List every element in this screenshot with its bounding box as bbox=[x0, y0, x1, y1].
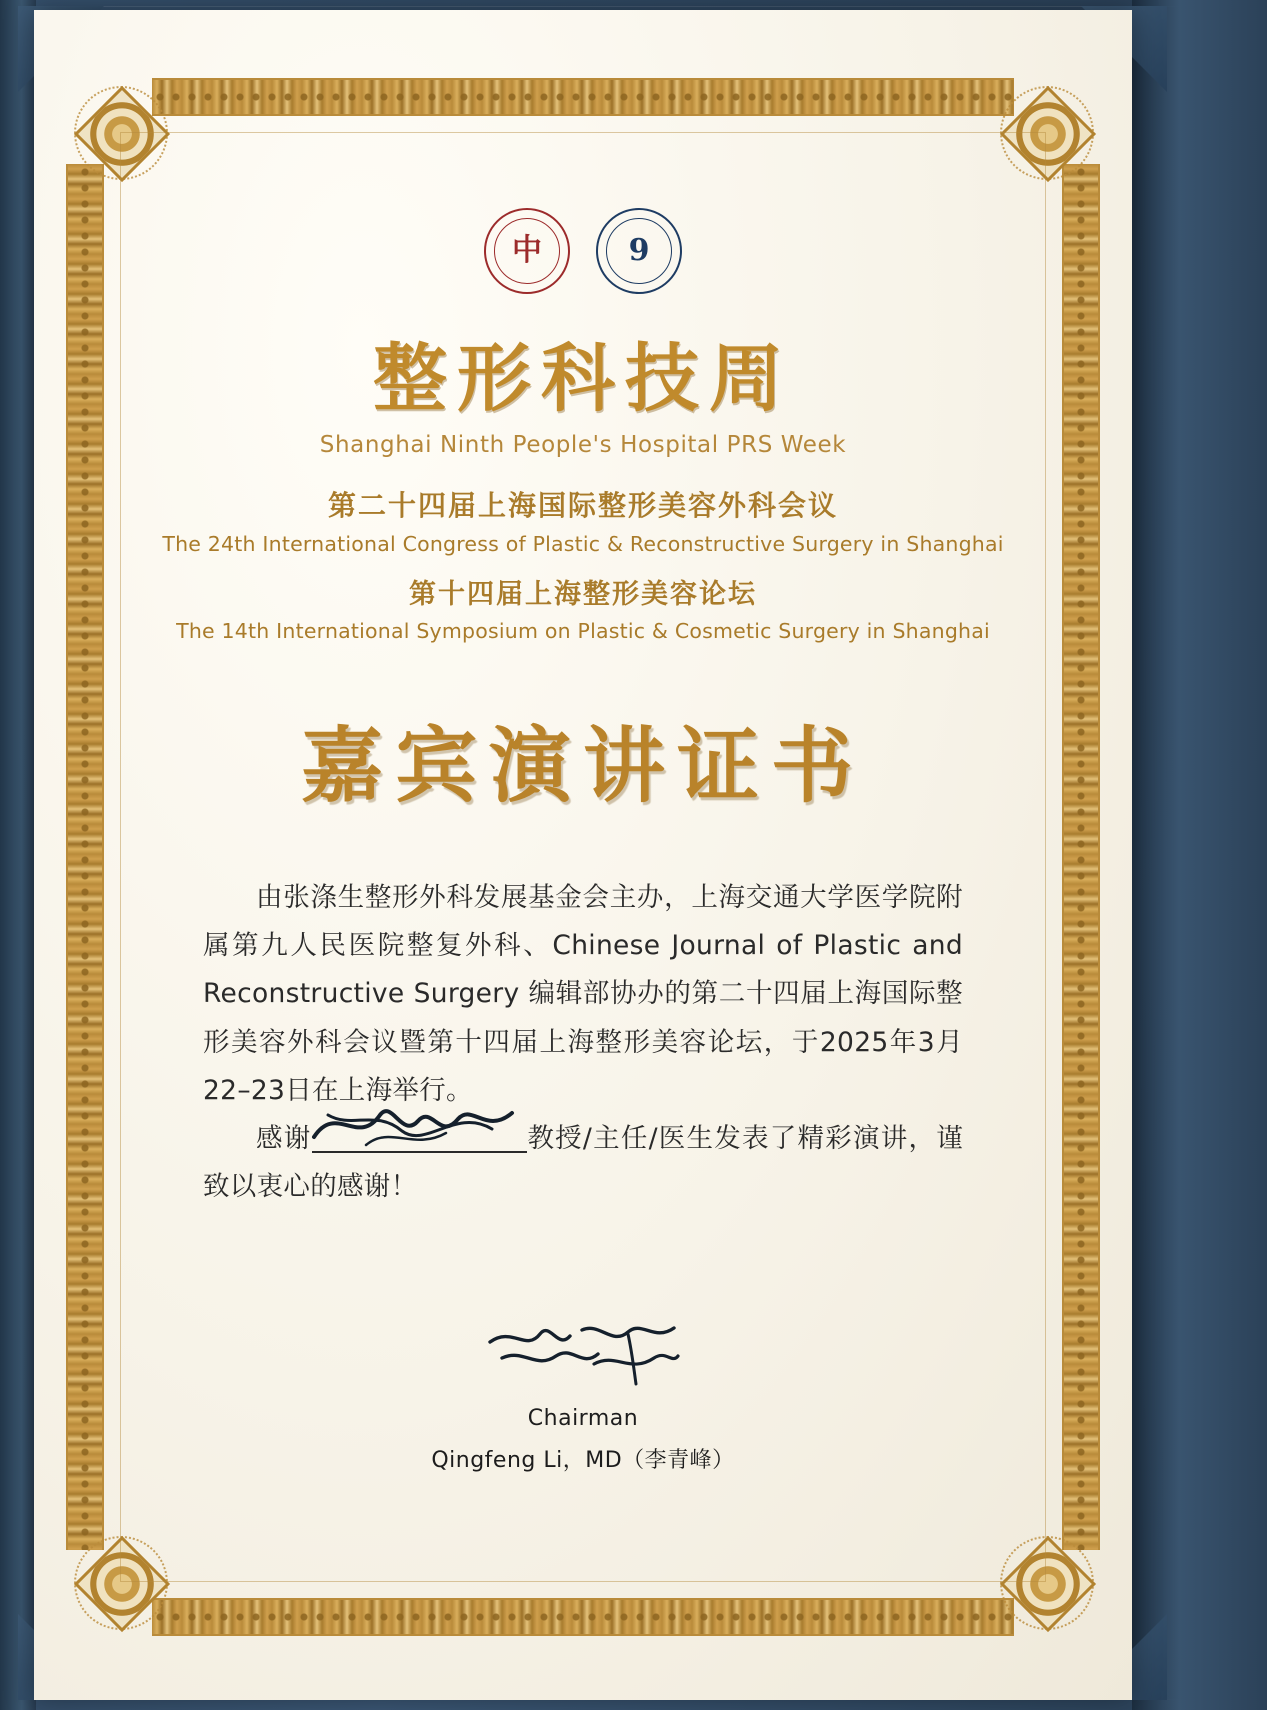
body-paragraph: 由张涤生整形外科发展基金会主办，上海交通大学医学院附属第九人民医院整复外科、Chinese Journal of Plastic and Reconstructive Surgery 编辑部协办的第二十四届上海国际整形美容外科会议暨第十四届上海整形美容论坛，于2025年3月22–23日在上海举行。 bbox=[203, 882, 963, 1106]
frame-right-edge bbox=[1132, 0, 1267, 1710]
brand-title-cn: 整形科技周 bbox=[373, 336, 793, 422]
certificate-content bbox=[130, 160, 1036, 1474]
shanghai-ninth-peoples-hospital-prs-seal-icon bbox=[596, 208, 682, 294]
border-band-bottom bbox=[152, 1598, 1014, 1636]
chairman-role: Chairman bbox=[527, 1405, 639, 1431]
thanks-prefix: 感谢 bbox=[256, 1123, 312, 1155]
chairman-signature bbox=[130, 1308, 1036, 1396]
thanks-paragraph bbox=[203, 1115, 963, 1211]
symposium-title-en: The 14th International Symposium on Plastic & Cosmetic Surgery in Shanghai bbox=[176, 619, 990, 643]
medallion-ring-icon bbox=[74, 1536, 168, 1630]
corner-medallion-bottom-right bbox=[986, 1522, 1106, 1642]
chairman-signature-block bbox=[130, 1308, 1036, 1474]
border-band-top bbox=[152, 78, 1014, 116]
border-band-left bbox=[66, 164, 104, 1550]
congress-title-en: The 24th International Congress of Plastic & Reconstructive Surgery in Shanghai bbox=[162, 532, 1004, 556]
frame-left-edge bbox=[0, 0, 36, 1710]
certificate-body bbox=[203, 874, 963, 1212]
shanghai-jiao-tong-university-school-of-medicine-seal-icon bbox=[484, 208, 570, 294]
seal-glyph: 中 bbox=[512, 233, 542, 268]
thanks-suffix: 教授/主任/医生发表了精彩演讲，谨致以衷心的感谢！ bbox=[203, 1123, 963, 1203]
handwritten-signature-icon bbox=[306, 1095, 546, 1157]
medallion-diamond-icon bbox=[1000, 1536, 1096, 1632]
recipient-signature-line bbox=[312, 1125, 527, 1153]
corner-medallion-bottom-left bbox=[60, 1522, 180, 1642]
logo-row bbox=[130, 208, 1036, 294]
certificate-sheet bbox=[34, 10, 1132, 1700]
medallion-ring-icon bbox=[1000, 1536, 1094, 1630]
chairman-name: Qingfeng Li，MD（李青峰） bbox=[431, 1447, 735, 1473]
border-band-right bbox=[1062, 164, 1100, 1550]
handwritten-signature-icon bbox=[478, 1312, 688, 1396]
medallion-diamond-icon bbox=[74, 1536, 170, 1632]
brand-title-en: Shanghai Ninth People's Hospital PRS Week bbox=[319, 432, 847, 458]
congress-title-cn: 第二十四届上海国际整形美容外科会议 bbox=[327, 489, 838, 522]
symposium-title-cn: 第十四届上海整形美容论坛 bbox=[409, 579, 757, 610]
certificate-title: 嘉宾演讲证书 bbox=[300, 718, 865, 814]
seal-glyph: 9 bbox=[628, 233, 650, 268]
